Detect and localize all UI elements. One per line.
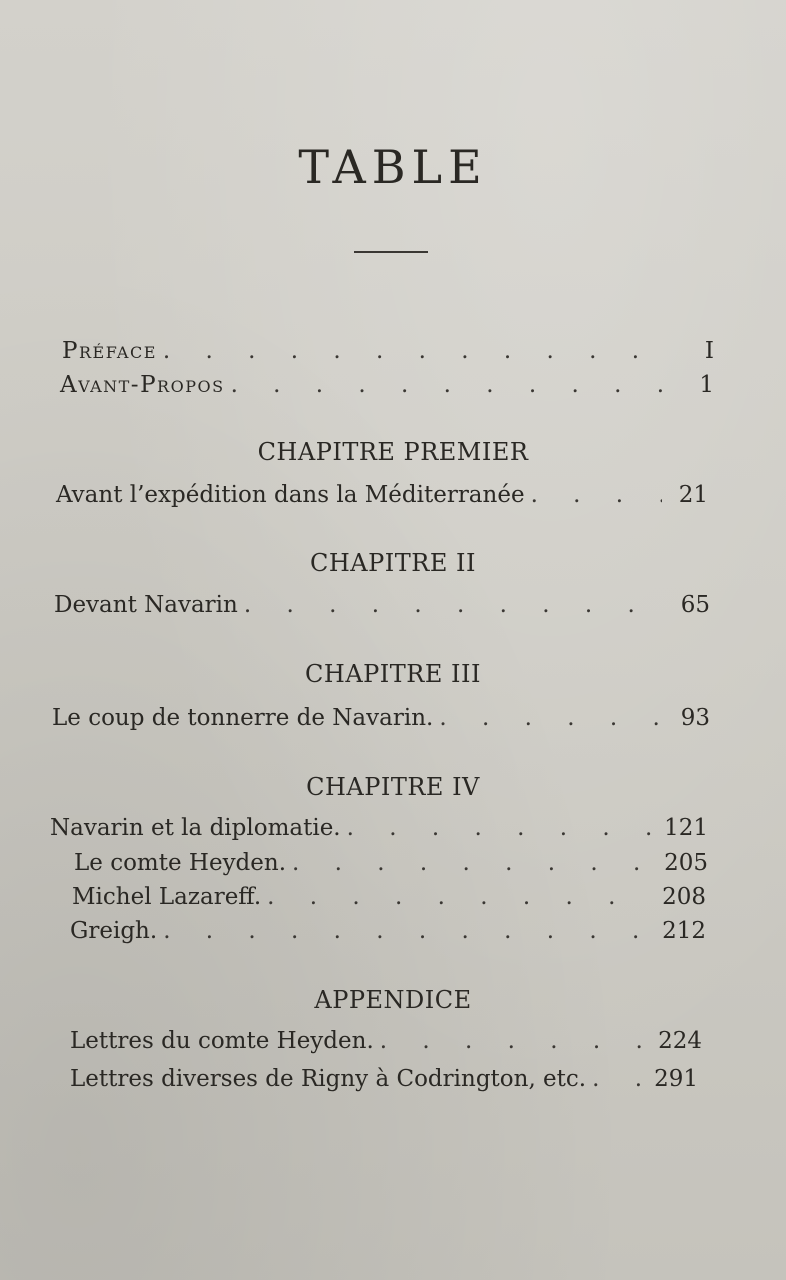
toc-entry-avant-propos — [60, 372, 714, 398]
toc-entry — [56, 482, 708, 508]
toc-entry — [72, 884, 706, 910]
toc-entry — [74, 850, 708, 876]
toc-entry-page: 121 — [664, 815, 708, 841]
toc-entry-page: 224 — [658, 1028, 702, 1054]
toc-entry-page: 208 — [662, 884, 706, 910]
toc-entry — [50, 815, 708, 841]
toc-entry — [54, 592, 710, 618]
toc-entry-label: Le comte Heyden. — [74, 850, 287, 876]
leader-dots — [439, 705, 664, 731]
toc-entry-label: Devant Navarin — [54, 592, 238, 618]
toc-entry-page: 65 — [680, 592, 710, 618]
toc-entry-label: Le coup de tonnerre de Navarin. — [52, 705, 434, 731]
chapter-heading: CHAPITRE IV — [306, 773, 480, 801]
toc-entry-page: I — [704, 338, 714, 364]
toc-entry-label: Navarin et la diplomatie. — [50, 815, 341, 841]
toc-entry-page: 212 — [662, 918, 706, 944]
page-title: TABLE — [298, 140, 488, 194]
leader-dots — [292, 850, 654, 876]
toc-entry-preface — [62, 338, 714, 364]
chapter-heading: CHAPITRE PREMIER — [257, 438, 529, 466]
toc-entry-page: 21 — [678, 482, 708, 508]
toc-entry-label: Lettres du comte Heyden. — [70, 1028, 374, 1054]
title-rule — [354, 251, 428, 253]
leader-dots — [267, 884, 652, 910]
leader-dots — [163, 338, 668, 364]
toc-entry-label: Michel Lazareff. — [72, 884, 262, 910]
appendix-heading: APPENDICE — [314, 986, 472, 1014]
leader-dots — [231, 372, 668, 398]
toc-entry — [70, 918, 706, 944]
toc-entry-label: Avant-Propos — [60, 372, 225, 398]
leader-dots — [380, 1028, 648, 1054]
toc-entry-label: Avant l’expédition dans la Méditerranée — [56, 482, 525, 508]
leader-dots — [163, 918, 652, 944]
toc-entry — [52, 705, 710, 731]
toc-entry-label: Préface — [62, 338, 157, 364]
toc-entry-page: 1 — [699, 372, 714, 398]
toc-entry — [70, 1028, 702, 1054]
leader-dots — [531, 482, 662, 508]
toc-entry-page: 291 — [654, 1066, 698, 1092]
chapter-heading: CHAPITRE II — [310, 549, 476, 577]
chapter-heading: CHAPITRE III — [305, 660, 481, 688]
toc-entry-label: Greigh. — [70, 918, 158, 944]
toc-entry-page: 93 — [680, 705, 710, 731]
toc-entry-page: 205 — [664, 850, 708, 876]
leader-dots — [592, 1066, 644, 1092]
toc-entry — [70, 1066, 698, 1092]
leader-dots — [347, 815, 654, 841]
leader-dots — [244, 592, 664, 618]
toc-entry-label: Lettres diverses de Rigny à Codrington, etc. — [70, 1066, 587, 1092]
